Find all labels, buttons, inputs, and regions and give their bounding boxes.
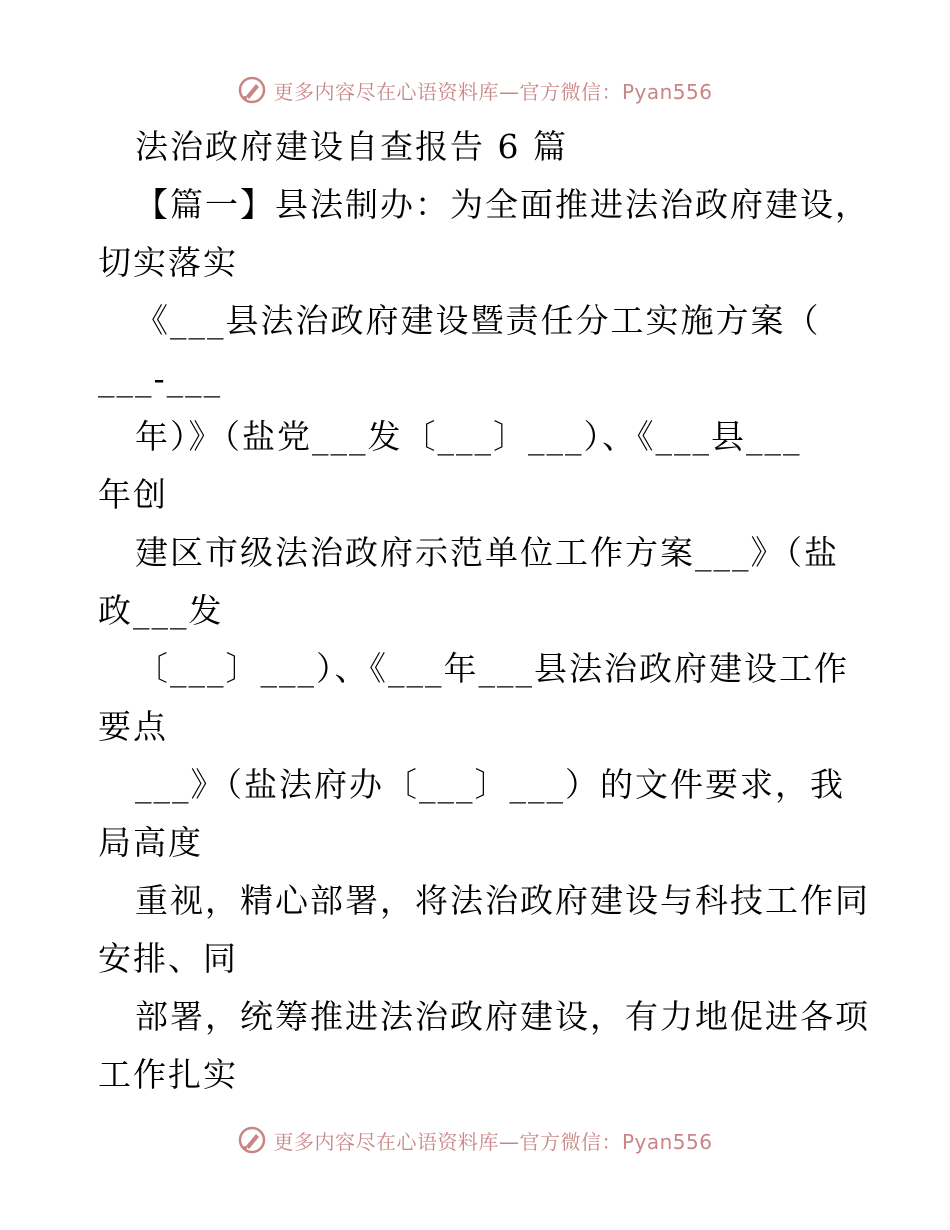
text-line: 工作扎实 [98, 1055, 238, 1094]
text-line: 要点 [98, 707, 168, 746]
text-line: 年）》（盐党___发〔___〕___）、《___县___ [135, 417, 802, 456]
text-line: 局高度 [98, 823, 203, 862]
document-body [98, 118, 868, 1104]
document-title: 法治政府建设自查报告 6 篇 [135, 127, 568, 166]
text-line: ___》（盐法府办〔___〕___）的文件要求，我 [135, 765, 845, 804]
text-line: 【篇一】县法制办：为全面推进法治政府建设， [135, 185, 870, 224]
text-line: 部署，统筹推进法治政府建设，有力地促进各项 [135, 997, 870, 1036]
text-line: 建区市级法治政府示范单位工作方案___》（盐 [135, 533, 839, 572]
text-line: 《___县法治政府建设暨责任分工实施方案（ [135, 301, 821, 340]
text-line: 年创 [98, 475, 168, 514]
text-line: 安排、同 [98, 939, 238, 978]
watermark-footer [0, 1120, 950, 1160]
text-line: 重视，精心部署，将法治政府建设与科技工作同 [135, 881, 870, 920]
watermark-text: 更多内容尽在心语资料库—官方微信：Pyan556 [273, 1129, 713, 1154]
text-line: 〔___〕___）、《___年___县法治政府建设工作 [135, 649, 849, 688]
pen-seal-icon [237, 75, 267, 105]
watermark-text: 更多内容尽在心语资料库—官方微信：Pyan556 [273, 79, 713, 104]
text-line: ___-___ [98, 359, 223, 398]
text-line: 政___发 [98, 591, 224, 630]
watermark-header [0, 70, 950, 110]
text-line: 切实落实 [98, 243, 238, 282]
pen-seal-icon [237, 1125, 267, 1155]
